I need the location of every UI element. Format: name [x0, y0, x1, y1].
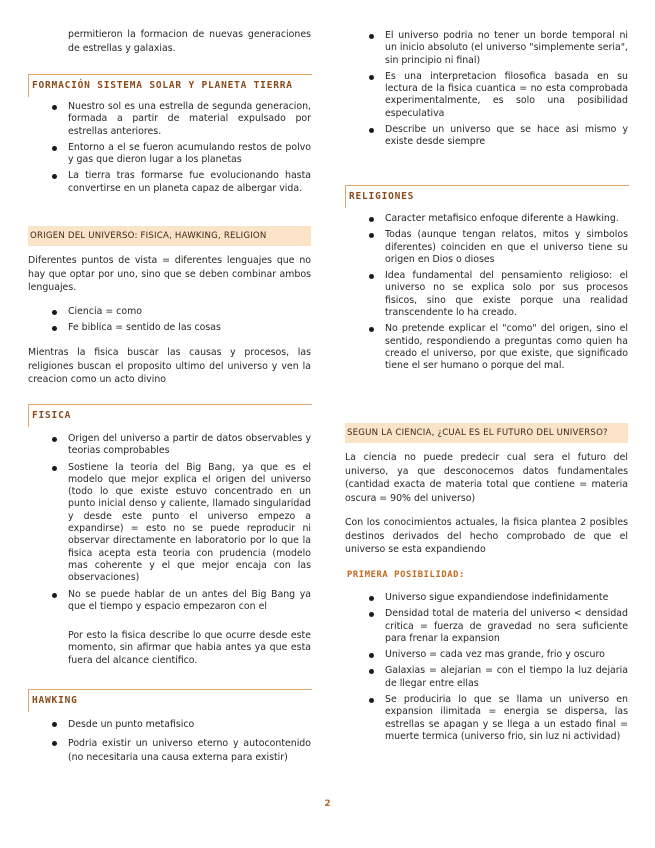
list-item: No pretende explicar el "como" del origen, sino el sentido, respondiendo a preguntas como quien ha creado el universo, por que existe, que significado tiene el ser humano o porque del mal. [385, 323, 628, 372]
origen-paragraph: Diferentes puntos de vista = diferentes lenguajes que no hay que optar por uno, sino que se deben combinar ambos lenguajes. [28, 255, 311, 294]
heading-fisica [28, 404, 312, 427]
list-item: Idea fundamental del pensamiento religioso: el universo no se explica solo por sus procesos fisicos, sino que existe porque una realidad transcendente lo ha creado. [385, 270, 628, 319]
list-item: Todas (aunque tengan relatos, mitos y simbolos diferentes) coinciden en que el universo tiene su origen en Dios o dioses [385, 229, 628, 265]
list-item: El universo podria no tener un borde temporal ni un inicio absoluto (el universo "simplemente seria", sin principio ni final) [385, 30, 628, 66]
list-item: Podria existir un universo eterno y autocontenido (no necesitaria una causa externa para existir) [68, 737, 311, 766]
list-item: Caracter metafisico enfoque diferente a Hawking. [385, 213, 628, 225]
religiones-list [385, 213, 628, 377]
list-item: Desde un punto metafisico [68, 718, 311, 733]
list-item: Fe biblica = sentido de las cosas [68, 322, 311, 334]
origen-list [68, 306, 311, 339]
list-item: Densidad total de materia del universo < densidad critica = fuerza de gravedad no sera suficiente para frenar la expansion [385, 608, 628, 644]
heading-origen [28, 226, 311, 246]
list-item: Ciencia = como [68, 306, 311, 318]
heading-religiones [345, 185, 629, 208]
heading-fisica-text: FISICA [32, 410, 72, 421]
intro-continuation: permitieron la formacion de nuevas generaciones de estrellas y galaxias. [68, 29, 311, 54]
list-item: Nuestro sol es una estrella de segunda generacion, formada a partir de material expulsado por estrellas anteriores. [68, 101, 311, 137]
list-item: Origen del universo a partir de datos observables y teorias comprobables [68, 433, 311, 457]
heading-hawking [28, 689, 312, 712]
hawking-list [68, 718, 311, 770]
list-item: Universo sigue expandiendose indefinidamente [385, 592, 628, 604]
heading-primera-posibilidad: PRIMERA POSIBILIDAD: [347, 570, 465, 580]
fisica-continuation: Por esto la fisica describe lo que ocurre desde este momento, sin afirmar que habia antes ya que esta fuera del alcance cientifico. [68, 630, 311, 666]
list-item: Es una interpretacion filosofica basada en su lectura de la fisica cuantica = no esta comprobada experimentalmente, es solo una posibilidad especulativa [385, 70, 628, 119]
list-item: Se produciria lo que se llama un universo en expansion ilimitada = energia se dispersa, las estrellas se apagan y se llega a un estado final = muerte termica (universo frio, sin luz ni actividad) [385, 694, 628, 742]
list-item: Universo = cada vez mas grande, frio y oscuro [385, 649, 628, 661]
origen-paragraph-2: Mientras la fisica buscar las causas y procesos, las religiones buscan el proposito ultimo del universo y ven la creacion como un acto divino [28, 347, 311, 386]
list-item: Galaxias = alejarian = con el tiempo la luz dejaria de llegar entre ellas [385, 665, 628, 689]
heading-formacion [28, 74, 312, 97]
hawking-list-continued [385, 30, 628, 153]
list-item: No se puede hablar de un antes del Big Bang ya que el tiempo y espacio empezaron con el [68, 588, 311, 612]
list-item: Entorno a el se fueron acumulando restos de polvo y gas que dieron lugar a los planetas [68, 141, 311, 166]
heading-religiones-text: RELIGIONES [349, 191, 415, 202]
page-number: 2 [324, 799, 331, 809]
list-item: Describe un universo que se hace asi mismo y existe desde siempre [385, 124, 628, 148]
heading-futuro [345, 423, 628, 443]
heading-origen-text: ORIGEN DEL UNIVERSO: FISICA, HAWKING, RELIGION [30, 231, 267, 241]
fisica-list [68, 433, 311, 613]
primera-list [385, 592, 628, 747]
list-item: La tierra tras formarse fue evolucionando hasta convertirse en un planeta capaz de albergar vida. [68, 170, 311, 194]
heading-futuro-text: SEGUN LA CIENCIA, ¿CUAL ES EL FUTURO DEL UNIVERSO? [347, 428, 608, 438]
futuro-paragraph-2: Con los conocimientos actuales, la fisica plantea 2 posibles destinos derivados del hecho comprobado de que el universo se esta expandiendo [345, 517, 628, 556]
formacion-list [68, 101, 311, 199]
heading-formacion-text: FORMACIÓN SISTEMA SOLAR Y PLANETA TIERRA [32, 80, 293, 91]
heading-hawking-text: HAWKING [32, 695, 78, 706]
futuro-paragraph: La ciencia no puede predecir cual sera el futuro del universo, ya que desconocemos datos fundamentales (cantidad exacta de materia total que contiene = materia oscura = 90% del universo) [345, 452, 628, 504]
list-item: Sostiene la teoria del Big Bang, ya que es el modelo que mejor explica el origen del universo (todo lo que existe estuvo concentrado en un punto inicial denso y caliente, llamado singularidad y desde este punto el universo empezo a expandirse) = esto no se puede reproducir ni observar directamente en laboratorio por lo que la fisica acepta esta teoria con prudencia (modelo mas coherente y el que mejor encaja con las observaciones) [68, 461, 311, 584]
